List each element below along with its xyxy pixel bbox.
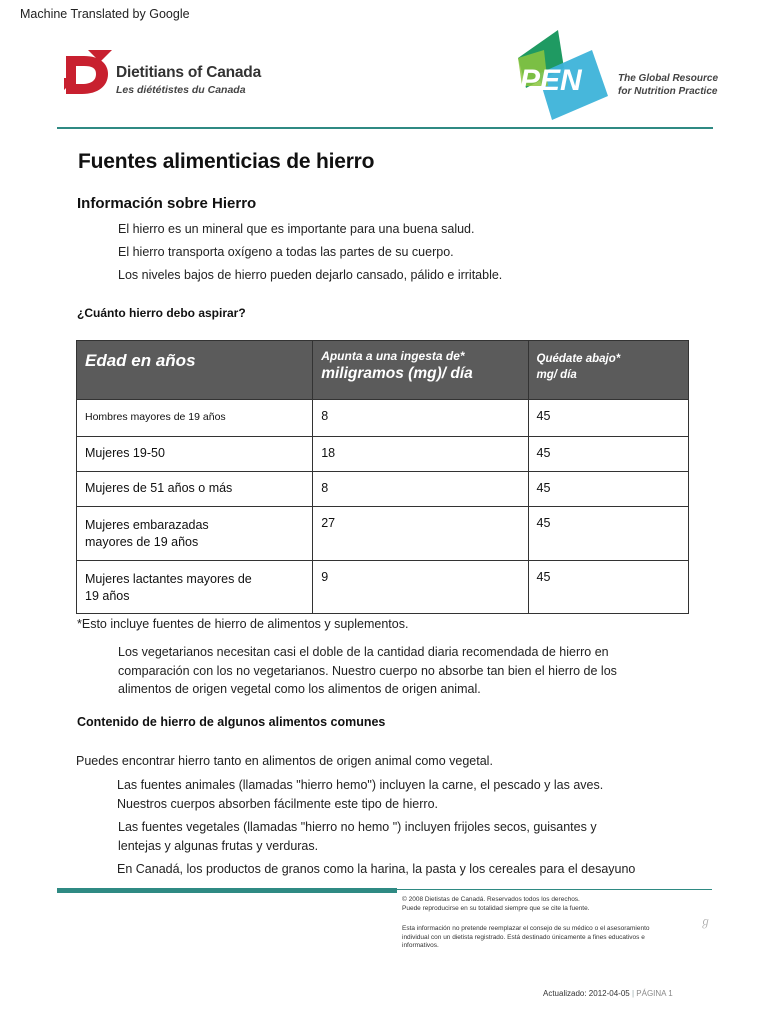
footer-updated [543,989,673,998]
plant-sources: Las fuentes vegetales (llamadas "hierro no hemo ") incluyen frijoles secos, guisantes y lentejas y algunas frutas y verduras. [118,820,597,853]
header-below: Quédate abajo* mg/ día [528,341,688,400]
info-line-2: El hierro transporta oxígeno a todas las partes de su cuerpo. [118,245,454,259]
question-heading: ¿Cuánto hierro debo aspirar? [77,306,246,320]
pen-logo-text: PEN [520,64,582,97]
footer-copyright: © 2008 Dietistas de Canadá. Reservados todos los derechos. [402,896,580,903]
doc-logo-mark-icon [62,48,114,96]
pen-logo-icon [508,28,618,128]
pen-tagline [618,72,718,98]
animal-sources: Las fuentes animales (llamadas "hierro hemo") incluyen la carne, el pescado y las aves. Nuestros cuerpos absorben fácilmente este tipo de hierro. [117,778,604,811]
dietitians-of-canada-logo [62,48,262,100]
canada-grains: En Canadá, los productos de granos como la harina, la pasta y los cereales para el desayuno [117,862,636,876]
doc-logo-subtitle: Les diététistes du Canada [116,84,246,96]
pen-tagline-line1: The Global Resource [618,73,719,84]
header-divider [57,127,713,129]
pen-tagline-line2: for Nutrition Practice [618,86,718,97]
footer-disclaimer: Esta información no pretende reemplazar el consejo de su médico o el asesoramiento individual con un dietista registrado. Está destinado únicamente a fines educativos e informativos. [402,925,650,949]
table-row: Mujeres lactantes mayores de 19 años 9 45 [77,561,689,614]
footer-divider-thin [397,889,712,890]
updated-date: Actualizado: 2012-04-05 [543,989,630,998]
table-row: Hombres mayores de 19 años 8 45 [77,400,689,437]
table-footnote: *Esto incluye fuentes de hierro de alimentos y suplementos. [77,617,409,631]
table-row: Mujeres embarazadas mayores de 19 años 27 45 [77,507,689,561]
header-age: Edad en años [77,341,313,400]
doc-logo-name: Dietitians of Canada [116,64,261,81]
footer-separator: | [631,989,635,998]
vegetarian-paragraph: Los vegetarianos necesitan casi el doble de la cantidad diaria recomendada de hierro en comparación con los no vegetarianos. Nuestro cuerpo no absorbe tan bien el hierro de los alimentos de origen vegetal como los alimentos de origen animal. [118,645,617,696]
page-title: Fuentes alimenticias de hierro [78,150,375,173]
page-number: PÁGINA 1 [636,989,673,998]
section-heading-common-foods: Contenido de hierro de algunos alimentos comunes [77,715,386,729]
section-heading-iron-info: Información sobre Hierro [77,195,257,212]
table-row: Mujeres 19-50 18 45 [77,437,689,472]
table-row: Mujeres de 51 años o más 8 45 [77,472,689,507]
header-intake: Apunta a una ingesta de* miligramos (mg)/ día [313,341,528,400]
translation-banner: Machine Translated by Google [20,7,190,21]
footer-divider-thick [57,888,397,893]
table-header-row [77,341,689,400]
watermark-glyph-icon: ℊ [700,916,711,928]
info-line-1: El hierro es un mineral que es importante para una buena salud. [118,222,475,236]
footer-reproduce: Puede reproducirse en su totalidad siempre que se cite la fuente. [402,905,590,912]
info-line-3: Los niveles bajos de hierro pueden dejarlo cansado, pálido e irritable. [118,268,503,282]
foods-intro: Puedes encontrar hierro tanto en alimentos de origen animal como vegetal. [76,754,493,768]
iron-intake-table [76,340,689,614]
